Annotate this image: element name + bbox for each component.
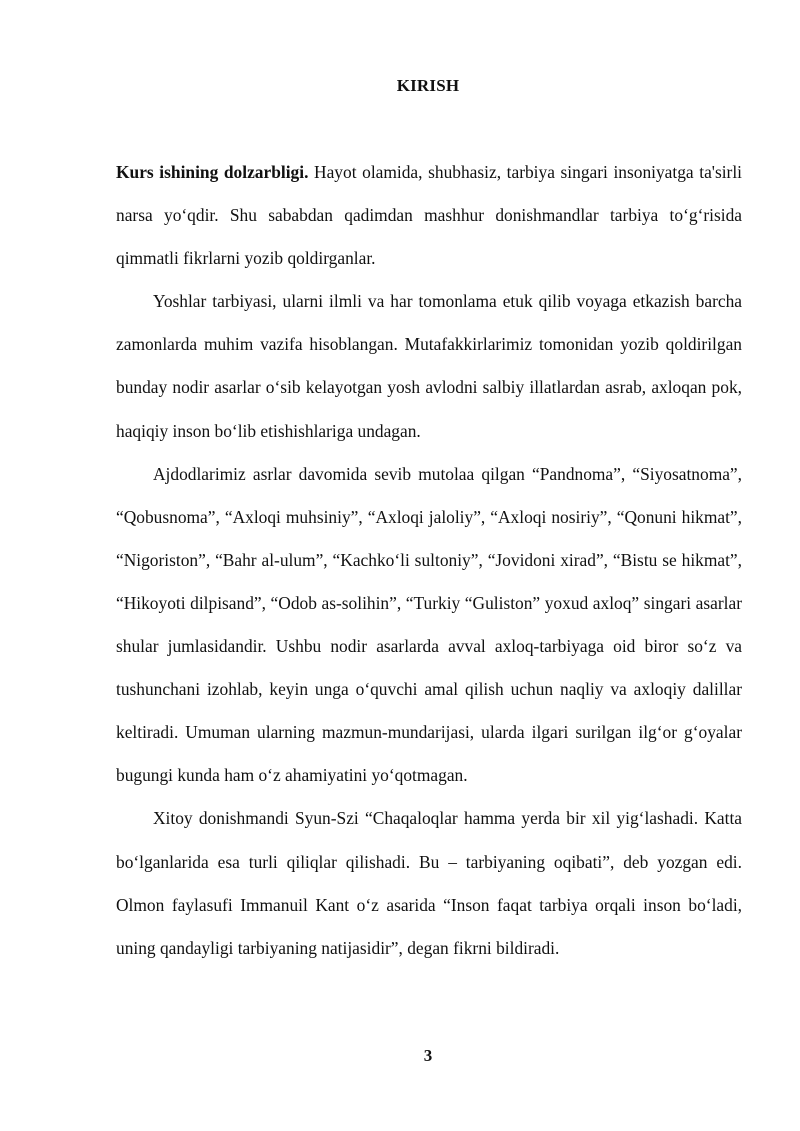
paragraph-youth-upbringing: Yoshlar tarbiyasi, ularni ilmli va har tomonlama etuk qilib voyaga etkazish barcha zamonlarda muhim vazifa hisoblangan. Mutafakkirlarimiz tomonidan yozib qoldirilgan bunday nodir asarlar o‘sib kelayotgan yosh avlodni salbiy illatlardan asrab, axloqan pok, haqiqiy inson bo‘lib etishishlariga undagan. (116, 291, 742, 441)
paragraph-philosophers: Xitoy donishmandi Syun-Szi “Chaqaloqlar hamma yerda bir xil yig‘lashadi. Katta bo‘lganlarida esa turli qiliqlar qilishadi. Bu – tarbiyaning oqibati”, deb yozgan edi. Olmon faylasufi Immanuil Kant o‘z asarida “Inson faqat tarbiya orqali inson bo‘ladi, uning qandayligi tarbiyaning natijasidir”, degan fikrni bildiradi. (116, 808, 742, 958)
paragraph-relevance (116, 151, 742, 280)
page-number: 3 (423, 1046, 433, 1065)
paragraph-text: Hayot olamida, shubhasiz, tarbiya singari insoniyatga ta'sirli narsa yo‘qdir. Shu sababdan qadimdan mashhur donishmandlar tarbiya to‘g‘risida qimmatli fikrlarni yozib qoldirganlar. (116, 162, 742, 269)
paragraph-ancestral-works: Ajdodlarimiz asrlar davomida sevib mutolaa qilgan “Pandnoma”, “Siyosatnoma”, “Qobusnoma”, “Axloqi muhsiniy”, “Axloqi jaloliy”, “Axloqi nosiriy”, “Qonuni hikmat”, “Nigoriston”, “Bahr al-ulum”, “Kachko‘li sultoniy”, “Jovidoni xirad”, “Bistu se hikmat”, “Hikoyoti dilpisand”, “Odob as-solihin”, “Turkiy “Guliston” yoxud axloq” singari asarlar shular jumlasidandir. Ushbu nodir asarlarda avval axloq-tarbiyaga oid biror so‘z va tushunchani izohlab, keyin unga o‘quvchi amal qilish uchun naqliy va axloqiy dalillar keltiradi. Umuman ularning mazmun-mundarijasi, ularda ilgari surilgan ilg‘or g‘oyalar bugungi kunda ham o‘z ahamiyatini yo‘qotmagan. (116, 463, 742, 786)
body-text (116, 151, 742, 970)
section-heading: KIRISH (396, 76, 460, 95)
paragraph-lead: Kurs ishining dolzarbligi. (116, 162, 309, 182)
